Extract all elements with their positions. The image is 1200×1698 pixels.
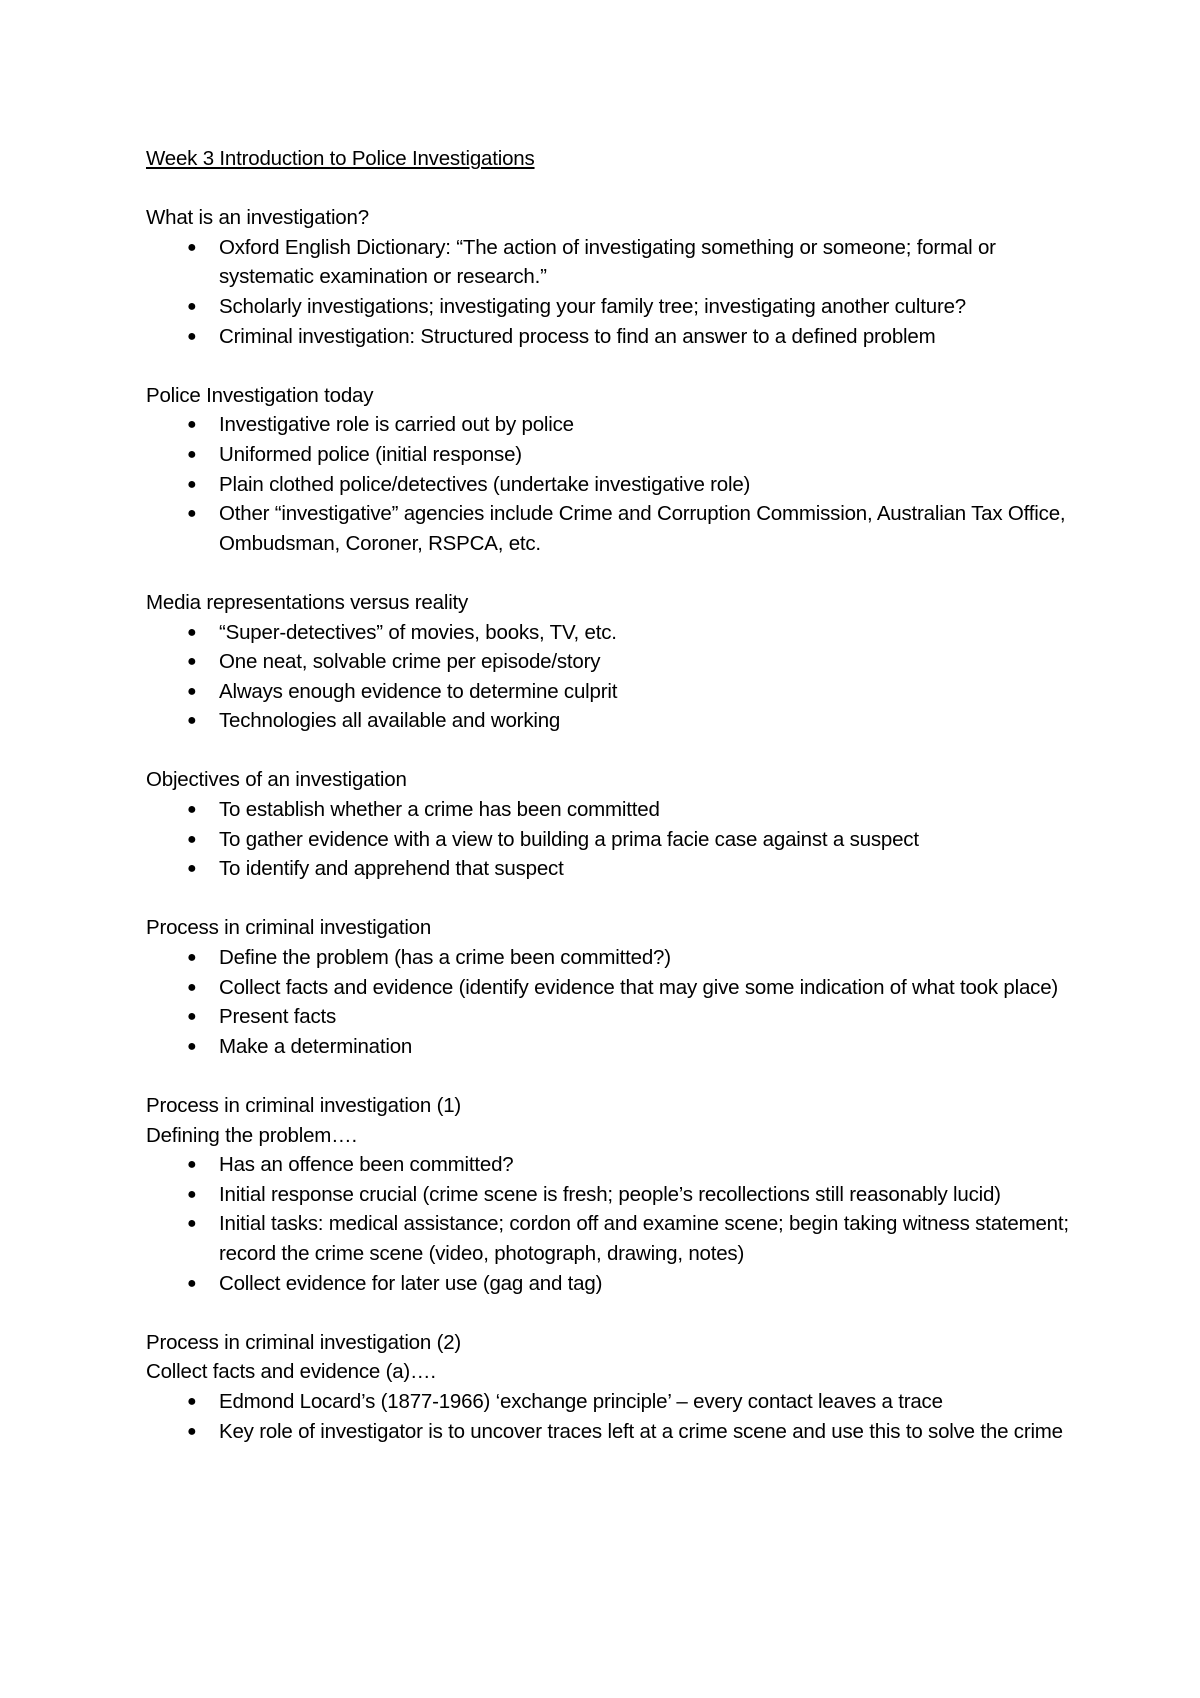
list-item — [146, 410, 1076, 440]
list-item — [146, 677, 1076, 707]
bullet-icon: ● — [187, 327, 197, 345]
bullet-list — [146, 233, 1076, 351]
list-item — [146, 825, 1076, 855]
list-item-text: Technologies all available and working — [219, 709, 561, 733]
bullet-icon: ● — [187, 505, 197, 523]
list-item-text: To gather evidence with a view to building a prima facie case against a suspect — [219, 827, 919, 851]
bullet-icon: ● — [187, 1274, 197, 1292]
section — [146, 765, 1076, 883]
section-heading: Objectives of an investigation — [146, 768, 407, 792]
list-item-text: Criminal investigation: Structured process to find an answer to a defined problem — [219, 324, 936, 348]
section-heading: Media representations versus reality — [146, 590, 469, 614]
section — [146, 1328, 1076, 1446]
bullet-icon: ● — [187, 830, 197, 848]
bullet-icon: ● — [187, 1422, 197, 1440]
list-item — [146, 647, 1076, 677]
bullet-list — [146, 410, 1076, 558]
bullet-icon: ● — [187, 1156, 197, 1174]
list-item — [146, 322, 1076, 352]
list-item — [146, 1387, 1076, 1417]
bullet-icon: ● — [187, 1185, 197, 1203]
list-item-text: Has an offence been committed? — [219, 1153, 514, 1177]
bullet-icon: ● — [187, 801, 197, 819]
list-item-text: Present facts — [219, 1005, 337, 1029]
list-item-text: Key role of investigator is to uncover traces left at a crime scene and use this to solve the crime — [219, 1419, 1063, 1443]
list-item — [146, 233, 1076, 292]
bullet-icon: ● — [187, 416, 197, 434]
bullet-icon: ● — [187, 653, 197, 671]
bullet-icon: ● — [187, 978, 197, 996]
list-item-text: One neat, solvable crime per episode/story — [219, 650, 601, 674]
section-subheading: Defining the problem…. — [146, 1123, 357, 1147]
list-item — [146, 943, 1076, 973]
list-item-text: Plain clothed police/detectives (undertake investigative role) — [219, 472, 751, 496]
section — [146, 381, 1076, 559]
list-item-text: Collect facts and evidence (identify evidence that may give some indication of what took place) — [219, 975, 1059, 999]
bullet-list — [146, 1387, 1076, 1446]
document-page — [146, 144, 1076, 1446]
bullet-icon: ● — [187, 1037, 197, 1055]
bullet-icon: ● — [187, 1392, 197, 1410]
section-heading: Police Investigation today — [146, 383, 374, 407]
bullet-icon: ● — [187, 297, 197, 315]
list-item-text: Other “investigative” agencies include Crime and Corruption Commission, Australian Tax Office, Ombudsman, Coroner, RSPCA, etc. — [219, 502, 1066, 555]
list-item — [146, 854, 1076, 884]
bullet-icon: ● — [187, 623, 197, 641]
bullet-icon: ● — [187, 1215, 197, 1233]
list-item-text: Collect evidence for later use (gag and tag) — [219, 1271, 603, 1295]
list-item-text: To identify and apprehend that suspect — [219, 857, 564, 881]
list-item-text: Always enough evidence to determine culprit — [219, 679, 618, 703]
section — [146, 203, 1076, 351]
sections-container — [146, 203, 1076, 1446]
section — [146, 913, 1076, 1061]
bullet-list — [146, 618, 1076, 736]
bullet-icon: ● — [187, 445, 197, 463]
list-item — [146, 1002, 1076, 1032]
list-item — [146, 1150, 1076, 1180]
list-item-text: Oxford English Dictionary: “The action of investigating something or someone; formal or systematic examination or research.” — [219, 235, 996, 289]
section-subheading: Collect facts and evidence (a)…. — [146, 1360, 436, 1384]
list-item — [146, 973, 1076, 1003]
list-item — [146, 292, 1076, 322]
list-item — [146, 1417, 1076, 1447]
list-item-text: Initial tasks: medical assistance; cordon off and examine scene; begin taking witness statement; record the crime scene (video, photograph, drawing, notes) — [219, 1212, 1069, 1265]
bullet-list — [146, 943, 1076, 1061]
list-item — [146, 795, 1076, 825]
list-item — [146, 1180, 1076, 1210]
bullet-icon: ● — [187, 1008, 197, 1026]
bullet-icon: ● — [187, 712, 197, 730]
list-item-text: Scholarly investigations; investigating your family tree; investigating another culture? — [219, 294, 966, 318]
list-item-text: To establish whether a crime has been committed — [219, 798, 660, 822]
section-heading: Process in criminal investigation (1) — [146, 1094, 462, 1117]
list-item-text: Edmond Locard’s (1877-1966) ‘exchange principle’ – every contact leaves a trace — [219, 1389, 943, 1413]
list-item — [146, 618, 1076, 648]
list-item — [146, 1209, 1076, 1268]
section-heading: Process in criminal investigation — [146, 916, 432, 940]
list-item-text: Make a determination — [219, 1034, 413, 1058]
section — [146, 588, 1076, 736]
bullet-icon: ● — [187, 860, 197, 878]
document-title: Week 3 Introduction to Police Investigations — [146, 147, 535, 170]
list-item-text: Initial response crucial (crime scene is fresh; people’s recollections still reasonably lucid) — [219, 1182, 1001, 1206]
list-item-text: Investigative role is carried out by police — [219, 413, 574, 437]
list-item-text: Uniformed police (initial response) — [219, 442, 522, 466]
list-item — [146, 440, 1076, 470]
bullet-icon: ● — [187, 238, 197, 256]
bullet-icon: ● — [187, 949, 197, 967]
list-item — [146, 1032, 1076, 1062]
list-item-text: Define the problem (has a crime been committed?) — [219, 946, 671, 970]
bullet-list — [146, 795, 1076, 884]
list-item — [146, 706, 1076, 736]
bullet-icon: ● — [187, 682, 197, 700]
list-item-text: “Super-detectives” of movies, books, TV, etc. — [219, 620, 617, 644]
list-item — [146, 470, 1076, 500]
section — [146, 1091, 1076, 1298]
bullet-list — [146, 1150, 1076, 1298]
list-item — [146, 499, 1076, 558]
section-heading: What is an investigation? — [146, 206, 369, 230]
section-heading: Process in criminal investigation (2) — [146, 1330, 462, 1354]
bullet-icon: ● — [187, 475, 197, 493]
list-item — [146, 1269, 1076, 1299]
